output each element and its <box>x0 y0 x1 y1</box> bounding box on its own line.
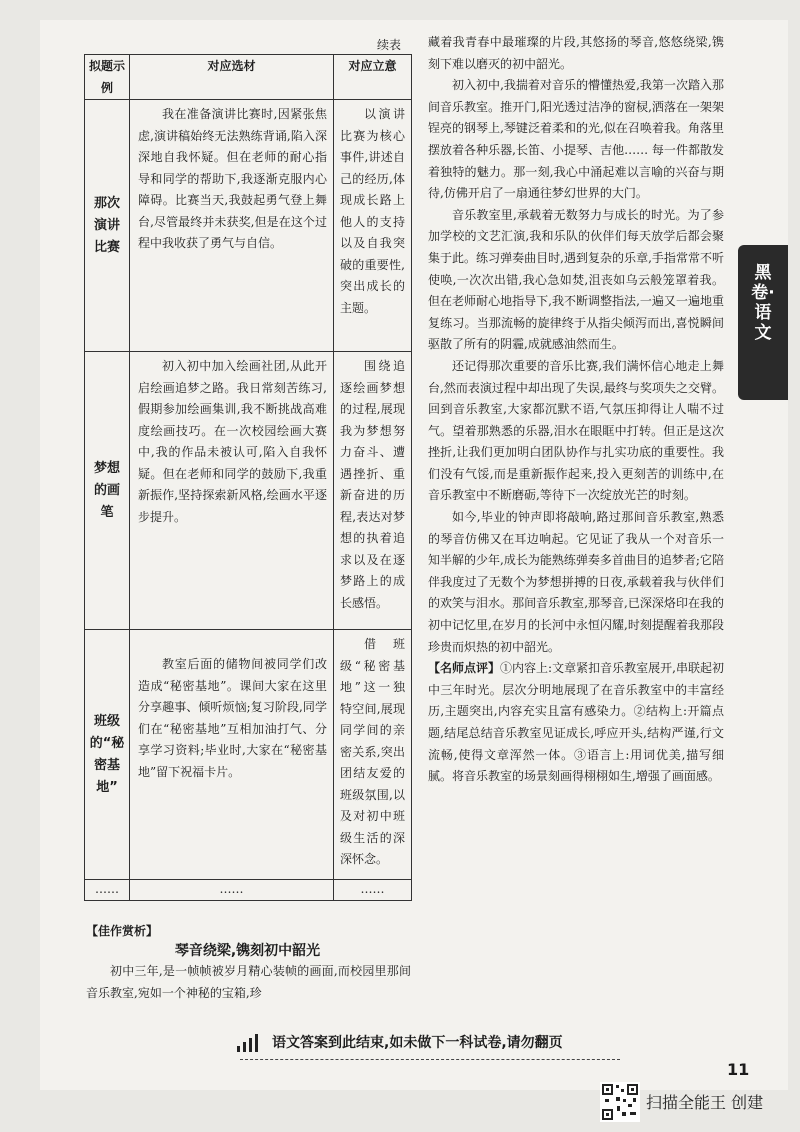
subject-tab <box>738 245 788 400</box>
ellipsis-cell: …… <box>334 880 412 901</box>
answer-page <box>40 20 788 1090</box>
row-title: 梦想的画笔 <box>85 352 130 630</box>
page-number: 11 <box>727 1060 750 1079</box>
essay-paragraph: 音乐教室里,承载着无数努力与成长的时光。为了参加学校的文艺汇演,我和乐队的伙伴们每天放学后都会聚集于此。练习弹奏曲目时,遇到复杂的乐章,手指常常不听使唤,一次次出错,我心急如焚,沮丧如乌云般笼罩着我。但在老师耐心地指导下,我不断调整指法,一遍又一遍地重复练习。当那流畅的旋律终于从指尖倾泻而出,喜悦瞬间驱散了所有的阴霾,成就感油然而生。 <box>428 207 724 352</box>
ellipsis-cell: …… <box>130 880 334 901</box>
review-text: ①内容上:文章紧扣音乐教室展开,串联起初中三年时光。层次分明地展现了在音乐教室中的丰富经历,主题突出,内容充实且富有感染力。②结构上:开篇点题,结尾总结音乐教室见证成长,呼应开头,结构严谨,行文流畅,使得文章浑然一体。③语言上:用词优美,描写细腻。将音乐教室的场景刻画得栩栩如生,增强了画面感。 <box>428 661 724 784</box>
header-idea: 对应立意 <box>334 55 412 100</box>
row-title: 班级的“秘密基地” <box>85 630 130 880</box>
row-material: 初入初中加入绘画社团,从此开启绘画追梦之路。我日常刻苦练习,假期参加绘画集训,我不断挑战高难度绘画技巧。在一次校园绘画大赛中,我的作品未被认可,陷入自我怀疑。但在老师和同学的鼓励下,我重新振作,坚持探索新风格,绘画水平逐步提升。 <box>130 352 334 630</box>
row-material: 教室后面的储物间被同学们改造成“秘密基地”。课间大家在这里分享趣事、倾听烦恼;复习阶段,同学们在“秘密基地”互相加油打气、分享学习资料;毕业时,大家在“秘密基地”留下祝福卡片。 <box>130 630 334 880</box>
row-idea: 借班级“秘密基地”这一独特空间,展现同学间的亲密关系,突出团结友爱的班级氛围,以及对初中班级生活的深深怀念。 <box>334 630 412 880</box>
essay-title: 琴音绕梁,镌刻初中韶光 <box>174 943 321 959</box>
essay-paragraph: 如今,毕业的钟声即将敲响,路过那间音乐教室,熟悉的琴音仿佛又在耳边响起。它见证了我从一个对音乐一知半解的少年,成长为能熟练弹奏多首曲目的追梦者;它陪伴我度过了无数个为梦想拼搏的日夜,承载着我与伙伴们的欢笑与泪水。那间音乐教室,那琴音,已深深烙印在我的初中记忆里,在岁月的长河中永恒闪耀,时刻提醒着我那段珍贵而炽热的初中韶光。 <box>428 510 724 654</box>
essay-paragraph: 初入初中,我揣着对音乐的懵懂热爱,我第一次踏入那间音乐教室。推开门,阳光透过洁净的窗棂,洒落在一架架锃亮的钢琴上,琴键泛着柔和的光,似在召唤着我。角落里摆放着各种乐器,长笛、小提琴、吉他…… 每一件都散发着独特的魅力。那一刻,我心中涌起难以言喻的兴奋与期待,仿佛开启了一扇通往梦幻世界的大门。 <box>428 78 724 201</box>
row-title: 那次演讲比赛 <box>85 100 130 352</box>
qr-code-icon <box>600 1082 640 1122</box>
section-tag: 【佳作赏析】 <box>86 924 159 938</box>
row-idea: 以演讲比赛为核心事件,讲述自己的经历,体现成长路上他人的支持以及自我突破的重要性,突出成长的主题。 <box>334 100 412 352</box>
row-idea: 围绕追逐绘画梦想的过程,展现我为梦想努力奋斗、遭遇挫折、重新奋进的历程,表达对梦想的执着追求以及在逐梦路上的成长感悟。 <box>334 352 412 630</box>
subject-tab-label: 黑卷·语文 <box>751 263 775 343</box>
review-tag: 【名师点评】 <box>428 661 501 676</box>
scanner-watermark: 扫描全能王 创建 <box>646 1093 764 1112</box>
essay-right-column <box>428 32 724 788</box>
ellipsis-cell: …… <box>85 880 130 901</box>
topic-table <box>84 54 412 901</box>
footer-notice: 语文答案到此结束,如未做下一科试卷,请勿翻页 <box>272 1032 567 1052</box>
continued-label: 续表 <box>377 38 402 52</box>
signal-bars-icon <box>235 1032 269 1054</box>
essay-opening-left: 初中三年,是一帧帧被岁月精心装帧的画面,而校园里那间音乐教室,宛如一个神秘的宝箱,珍 <box>86 964 411 1000</box>
essay-paragraph: 还记得那次重要的音乐比赛,我们满怀信心地走上舞台,然而表演过程中却出现了失误,最终与奖项失之交臂。回到音乐教室,大家都沉默不语,气氛压抑得让人喘不过气。望着那熟悉的乐器,泪水在眼眶中打转。但正是这次挫折,让我们更加明白团队协作与扎实功底的重要性。我们没有气馁,而是重新振作起来,投入更刻苦的训练中,在音乐教室中不断磨砺,等待下一次绽放光芒的时刻。 <box>428 358 724 503</box>
header-title-example: 拟题示例 <box>85 55 130 100</box>
row-material: 我在准备演讲比赛时,因紧张焦虑,演讲稿始终无法熟练背诵,陷入深深地自我怀疑。但在老师的耐心指导和同学的帮助下,我逐渐克服内心障碍。比赛当天,我鼓起勇气登上舞台,尽管最终并未获奖,但是在这个过程中我收获了勇气与自信。 <box>130 100 334 352</box>
header-material: 对应选材 <box>130 55 334 100</box>
essay-opening-right: 藏着我青春中最璀璨的片段,其悠扬的琴音,悠悠绕梁,镌刻下难以磨灭的初中韶光。 <box>428 35 724 71</box>
teacher-review <box>428 658 724 788</box>
